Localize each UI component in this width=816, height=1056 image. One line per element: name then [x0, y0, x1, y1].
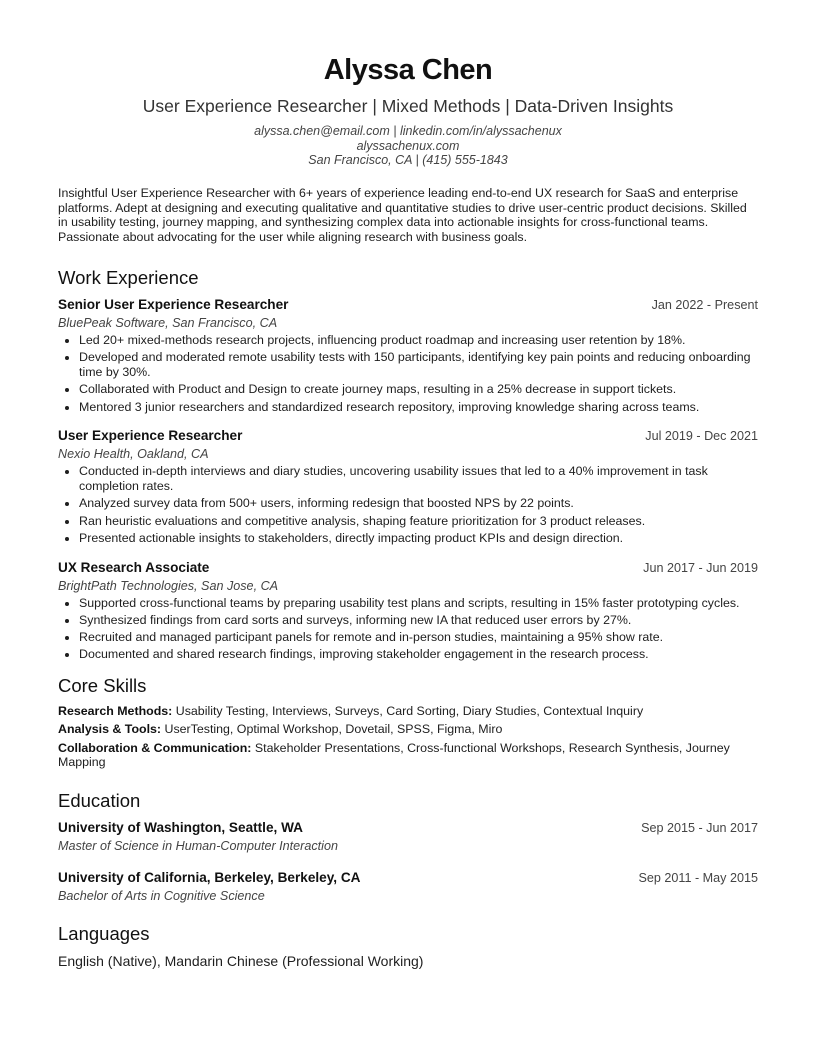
candidate-name: Alyssa Chen	[323, 54, 493, 86]
job-date: Jan 2022 - Present	[651, 297, 758, 312]
list-item: • Mentored 3 junior researchers and standardized research repository, improving knowledge sharing across teams.	[79, 400, 758, 415]
education-date: Sep 2011 - May 2015	[638, 870, 758, 885]
job-date: Jun 2017 - Jun 2019	[643, 560, 758, 575]
job-bullets	[58, 333, 758, 414]
school-name: University of Washington, Seattle, WA	[58, 819, 303, 835]
job-company: BrightPath Technologies, San Jose, CA	[58, 578, 279, 593]
skill-row	[58, 722, 758, 737]
degree: Master of Science in Human-Computer Interaction	[58, 838, 338, 853]
skill-value: UserTesting, Optimal Workshop, Dovetail, SPSS, Figma, Miro	[164, 722, 503, 737]
section-heading: Education	[58, 789, 141, 811]
degree: Bachelor of Arts in Cognitive Science	[58, 888, 265, 903]
education-date: Sep 2015 - Jun 2017	[641, 820, 758, 835]
languages-section	[58, 923, 758, 970]
summary: Insightful User Experience Researcher with 6+ years of experience leading end-to-end UX research for SaaS and enterprise platforms. Adept at designing and executing qualitative and quantitative studies to drive user-centric product decisions. Skilled in usability testing, journey mapping, and synthesizing complex data into actionable insights for cross-functional teams. Passionate about advocating for the user while aligning research with business goals.	[58, 185, 747, 245]
tagline: User Experience Researcher | Mixed Methods | Data-Driven Insights	[142, 96, 674, 116]
job-company: BluePeak Software, San Francisco, CA	[58, 315, 278, 330]
education-entry	[58, 869, 758, 905]
education-entry	[58, 819, 758, 855]
contact-location-phone: San Francisco, CA | (415) 555-1843	[308, 153, 508, 168]
list-item: • Developed and moderated remote usability tests with 150 participants, identifying key pain points and reducing onboarding time by 30%.	[79, 350, 758, 379]
contact-info	[58, 124, 758, 168]
list-item: • Ran heuristic evaluations and competitive analysis, shaping feature prioritization for 3 product releases.	[79, 514, 758, 529]
job-entry	[58, 559, 758, 663]
list-item: • Supported cross-functional teams by preparing usability test plans and scripts, resulting in 15% faster prototyping cycles.	[79, 596, 758, 611]
education-section	[58, 790, 758, 905]
list-item: • Collaborated with Product and Design to create journey maps, resulting in a 25% decrease in support tickets.	[79, 382, 758, 397]
skill-row	[58, 704, 758, 719]
list-item: • Documented and shared research findings, improving stakeholder engagement in the research process.	[79, 647, 758, 662]
list-item: • Recruited and managed participant panels for remote and in-person studies, maintaining a 95% show rate.	[79, 630, 758, 645]
section-heading: Core Skills	[58, 675, 147, 697]
job-title: UX Research Associate	[58, 559, 210, 575]
skill-value: Stakeholder Presentations, Cross-functional Workshops, Research Synthesis, Journey Mapping	[58, 740, 730, 770]
skill-label: Research Methods:	[58, 704, 173, 719]
skill-value: Usability Testing, Interviews, Surveys, Card Sorting, Diary Studies, Contextual Inquiry	[175, 704, 644, 719]
job-bullets	[58, 464, 758, 545]
section-heading: Work Experience	[58, 266, 199, 288]
core-skills-section	[58, 675, 758, 770]
job-bullets	[58, 596, 758, 663]
job-title: User Experience Researcher	[58, 428, 243, 444]
skill-label: Collaboration & Communication:	[58, 740, 252, 755]
work-experience-section	[58, 267, 758, 662]
list-item: • Analyzed survey data from 500+ users, informing redesign that boosted NPS by 22 points.	[79, 496, 758, 511]
job-entry	[58, 296, 758, 414]
job-date: Jul 2019 - Dec 2021	[645, 429, 758, 444]
contact-website: alyssachenux.com	[356, 138, 460, 153]
list-item: • Synthesized findings from card sorts and surveys, informing new IA that reduced user errors by 27%.	[79, 613, 758, 628]
list-item: • Conducted in-depth interviews and diary studies, uncovering usability issues that led to a 40% improvement in task completion rates.	[79, 464, 758, 493]
list-item: • Led 20+ mixed-methods research projects, influencing product roadmap and increasing user retention by 18%.	[79, 333, 758, 348]
skill-label: Analysis & Tools:	[58, 722, 162, 737]
job-company: Nexio Health, Oakland, CA	[58, 447, 209, 462]
languages-text: English (Native), Mandarin Chinese (Professional Working)	[58, 952, 424, 969]
list-item: • Presented actionable insights to stakeholders, directly impacting product KPIs and design direction.	[79, 531, 758, 546]
school-name: University of California, Berkeley, Berkeley, CA	[58, 869, 361, 885]
section-heading: Languages	[58, 922, 150, 944]
skill-row	[58, 741, 758, 770]
job-entry	[58, 427, 758, 545]
contact-email-linkedin: alyssa.chen@email.com | linkedin.com/in/alyssachenux	[254, 124, 562, 138]
job-title: Senior User Experience Researcher	[58, 296, 289, 312]
